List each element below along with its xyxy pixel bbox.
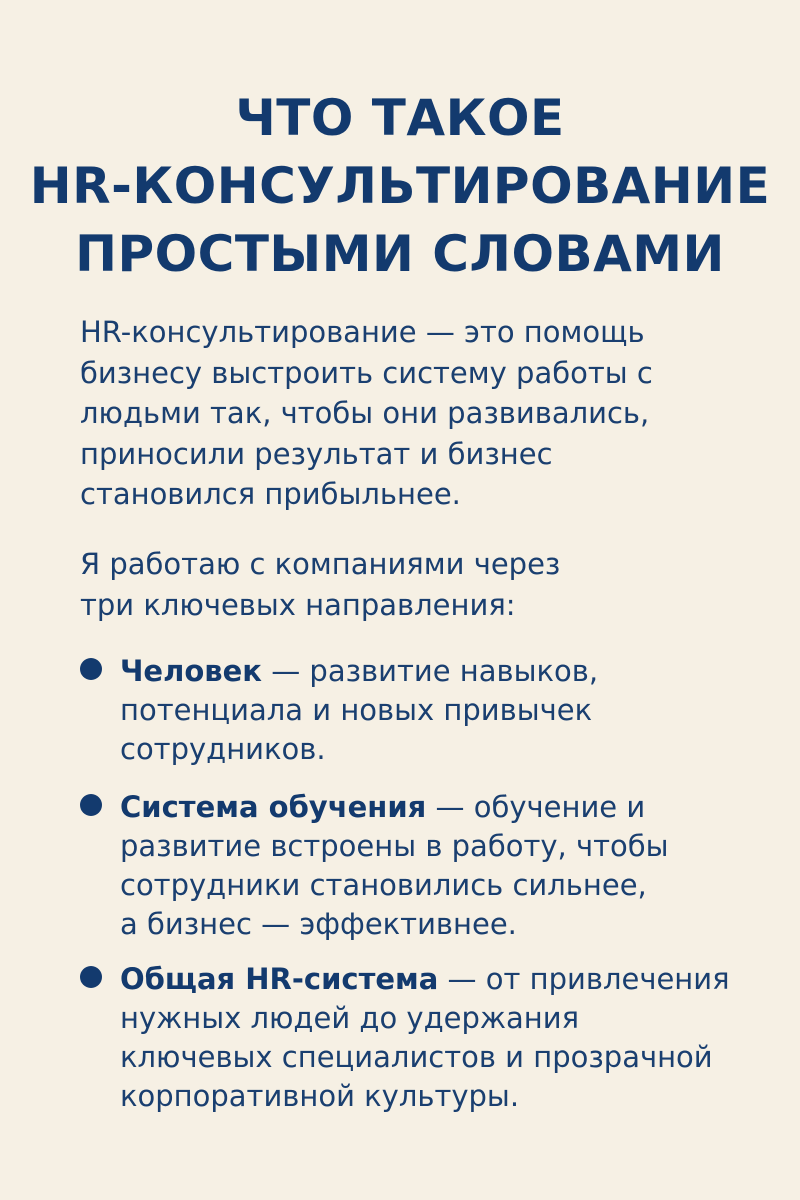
list-item-line: а бизнес — эффективнее. [120, 907, 517, 941]
list-item-line: потенциала и новых привычек [120, 693, 593, 727]
list-item-line: ключевых специалистов и прозрачной [120, 1040, 713, 1074]
intro-line: бизнесу выстроить систему работы с [80, 355, 653, 390]
list-item-text [120, 652, 780, 769]
list-item-term: Общая HR-система [120, 962, 439, 996]
list-item-text [120, 960, 780, 1116]
lead-line: три ключевых направления: [80, 587, 516, 622]
title-line: ЧТО ТАКОЕ [235, 89, 565, 147]
list-item-line [120, 652, 780, 691]
intro-line: приносили результат и бизнес [80, 436, 553, 471]
bullet-dot-icon [80, 658, 102, 680]
intro-line: HR-консультирование — это помощь [80, 315, 645, 349]
bullet-dot-icon [80, 966, 102, 988]
title-line: HR-КОНСУЛЬТИРОВАНИЕ [29, 157, 771, 215]
list-item-line: сотрудники становились сильнее, [120, 868, 647, 902]
lead-line: Я работаю с компаниями через [80, 547, 561, 581]
list-item-term: Человек [120, 654, 262, 688]
intro-line: становился прибыльнее. [80, 477, 461, 511]
lead-paragraph [80, 544, 740, 625]
list-item-line: развитие встроены в работу, чтобы [120, 829, 669, 863]
intro-paragraph [80, 312, 740, 515]
list-item-line: корпоративной культуры. [120, 1079, 520, 1113]
bullet-dot-icon [80, 794, 102, 816]
list-item-description: — обучение и [426, 790, 646, 824]
list-item-text [120, 788, 780, 944]
title-line: ПРОСТЫМИ СЛОВАМИ [75, 225, 725, 283]
list-item-term: Система обучения [120, 790, 427, 824]
list-item-line: нужных людей до удержания [120, 1001, 580, 1035]
list-item-description: — от привлечения [438, 962, 730, 996]
page-title [0, 84, 800, 288]
list-item-line: сотрудников. [120, 732, 326, 766]
intro-line: людьми так, чтобы они развивались, [80, 396, 650, 430]
list-item-line [120, 788, 780, 827]
list-item-line [120, 960, 780, 999]
list-item-description: — развитие навыков, [261, 654, 599, 688]
